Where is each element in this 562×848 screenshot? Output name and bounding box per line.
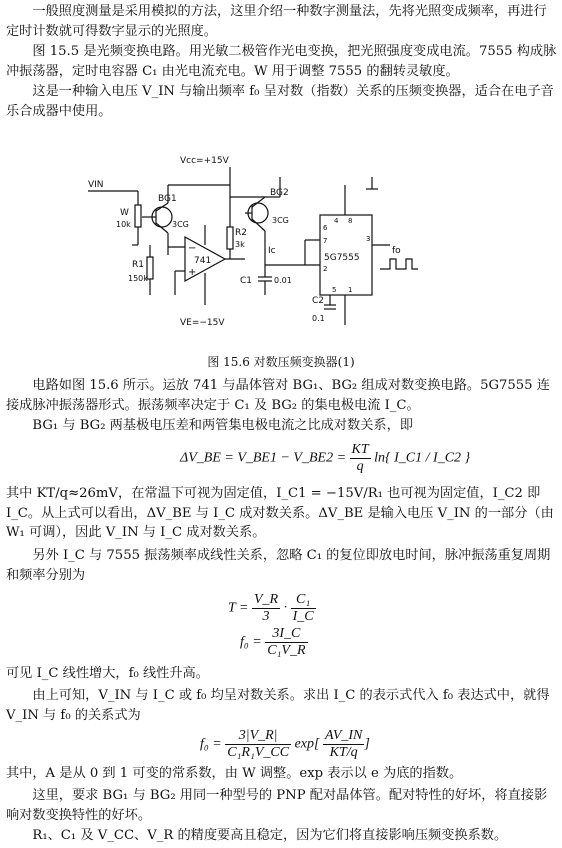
c1-value: 0.01: [274, 276, 292, 285]
circuit-diagram: [80, 145, 420, 345]
vin-label: VIN: [88, 180, 104, 190]
w-value: 10k: [116, 220, 131, 229]
equation-2: T = $\frac{V\_R}{3}$ · $\frac{\text{C₁}}{I\_C}$: [228, 592, 314, 624]
pin-2: 2: [323, 265, 328, 273]
opamp-minus: −: [188, 243, 197, 254]
chip-label: 5G7555: [324, 253, 360, 263]
bg1-label: BG1: [158, 194, 177, 204]
r2-value: 3k: [235, 240, 245, 249]
bg1-type: 3CG: [172, 220, 189, 229]
pin-4: 4: [334, 217, 339, 225]
pin-7: 7: [323, 237, 328, 245]
paragraph-1: 一般照度测量是采用模拟的方法，这里介绍一种数字测量法，先将光照变成频率，再进行定时计数就可得数字显示的光照度。: [6, 4, 547, 39]
opamp-plus: +: [188, 267, 197, 278]
paragraph-5: BG₁ 与 BG₂ 两基极电压差和两管集电极电流之比成对数关系，即: [32, 418, 413, 433]
paragraph-3: 这是一种输入电压 V_IN 与输出频率 f₀ 呈对数（指数）关系的压频变换器，适合在电子音乐合成器中使用。: [6, 84, 554, 119]
equation-3: f₀ = $\frac{3I\_C}{\text{C₁V\_R}}$: [240, 626, 306, 658]
paragraph-12: R₁、C₁ 及 V_CC、V_R 的精度要高且稳定，因为它们将直接影响压频变换系数。: [32, 828, 508, 843]
paragraph-6: 其中 KT/q≈26mV，在常温下可视为固定值，I_C1 = −15V/R₁ 也可视为固定值，I_C2 即 I_C。从上式可以看出，ΔV_BE 与 I_C 成对数关系。ΔV_BE 是输入电压 V_IN 的一部分（由 W₁ 可调），因此 V_IN 与 I_C 成对数关系。: [6, 486, 554, 540]
vcc-label: Vcc=+15V: [180, 156, 229, 166]
equation-1: ΔV_BE = V_BE1 − V_BE2 = $\frac{KT}{q}$ ln{ I_C1 / I_C2 }: [180, 442, 471, 474]
c1-label: C1: [240, 276, 253, 286]
fo-label: fo: [392, 246, 401, 256]
r1-value: 150k: [128, 274, 148, 283]
figure-caption: 图 15.6 对数压频变换器(1): [207, 355, 355, 369]
w-label: W: [120, 208, 129, 218]
paragraph-2: 图 15.5 是光频变换电路。用光敏二极管作光电变换，把光照强度变成电流。7555 构成脉冲振荡器，定时电容器 C₁ 由光电流充电。W 用于调整 7555 的翻转灵敏度。: [6, 44, 557, 79]
vee-label: VE=−15V: [180, 318, 225, 328]
paragraph-9: 由上可知，V_IN 与 I_C 或 f₀ 均呈对数关系。求出 I_C 的表示式代入 f₀ 表达式中，就得 V_IN 与 f₀ 的关系式为: [6, 688, 550, 723]
r1-label: R1: [132, 260, 144, 270]
pin-1: 1: [348, 286, 353, 294]
paragraph-8: 可见 I_C 线性增大，f₀ 线性升高。: [6, 666, 209, 681]
pin-3: 3: [366, 235, 371, 243]
r2-label: R2: [235, 228, 247, 238]
paragraph-4: 电路如图 15.6 所示。运放 741 与晶体管对 BG₁、BG₂ 组成对数变换电路。5G7555 连接成脉冲振荡器形式。振荡频率决定于 C₁ 及 BG₂ 的集电极电流 I_C。: [6, 378, 550, 413]
c2-label: C2: [312, 296, 325, 306]
pin-6: 6: [323, 224, 328, 232]
equation-4: f₀ = $\frac{3|V\_R|}{\text{C₁R₁V\_CC}}$ exp[ $\frac{AV\_IN}{KT/q}$ ]: [200, 728, 370, 760]
bg2-type: 3CG: [272, 216, 289, 225]
c2-value: 0.1: [312, 314, 325, 323]
bg2-label: BG2: [270, 188, 289, 198]
paragraph-11: 这里，要求 BG₁ 与 BG₂ 用同一种型号的 PNP 配对晶体管。配对特性的好坏，将直接影响对数变换特性的好坏。: [6, 788, 548, 823]
pin-5: 5: [332, 286, 337, 294]
pin-8: 8: [348, 217, 353, 225]
ic-label: Ic: [268, 246, 276, 256]
opamp-label: 741: [194, 256, 212, 266]
paragraph-10: 其中，A 是从 0 到 1 可变的常系数，由 W 调整。exp 表示以 e 为底的指数。: [6, 766, 463, 781]
paragraph-7: 另外 I_C 与 7555 振荡频率成线性关系，忽略 C₁ 的复位即放电时间，脉冲振荡重复周期和频率分别为: [6, 548, 551, 583]
